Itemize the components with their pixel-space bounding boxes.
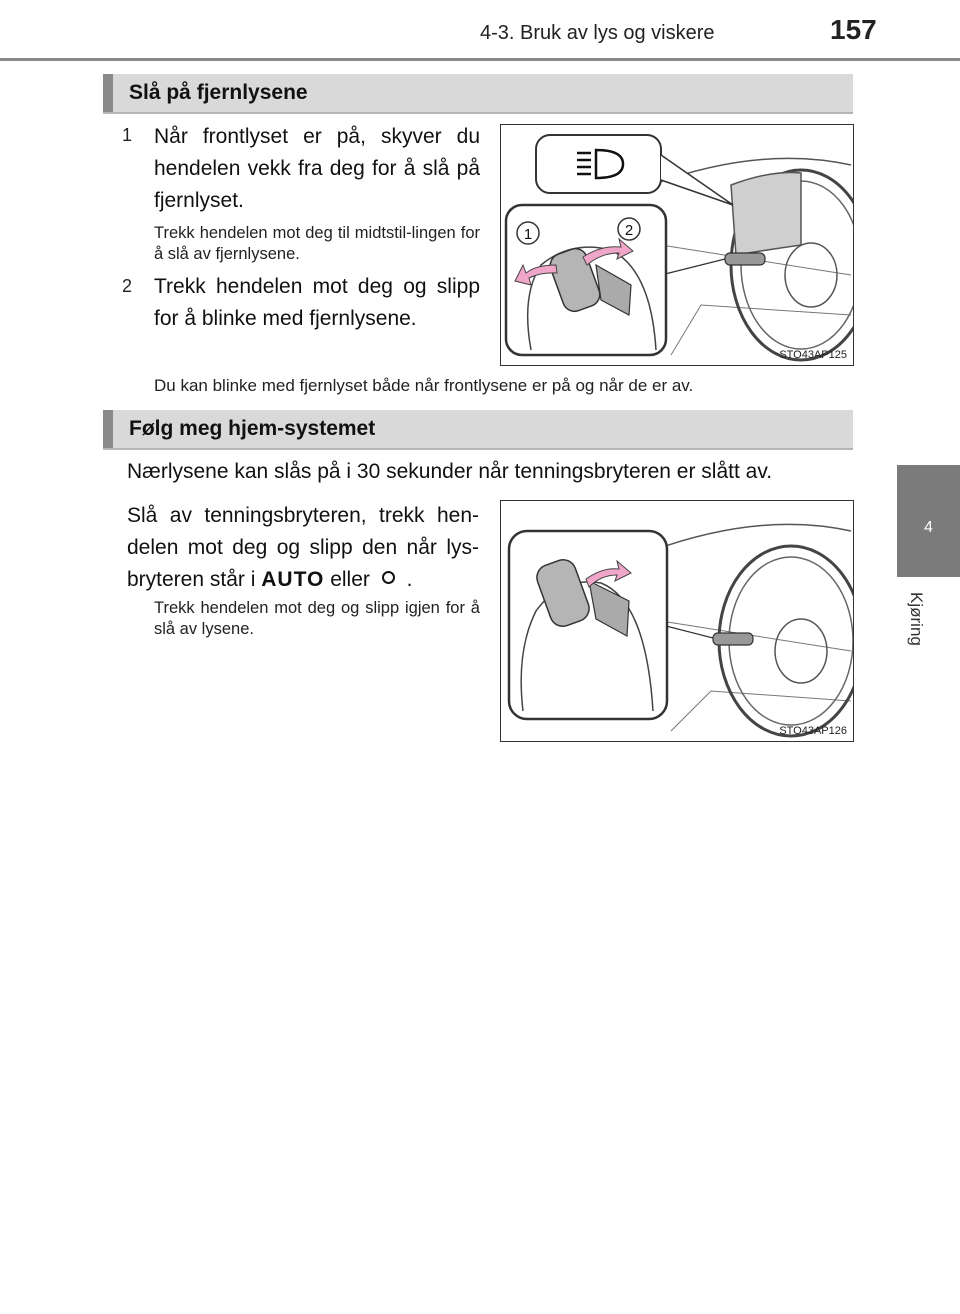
chapter-number: 4 bbox=[924, 519, 933, 536]
figure-follow-me-home-illustration bbox=[501, 501, 853, 741]
figure-callout-1: 1 bbox=[523, 226, 533, 243]
figure-code-1: STO43AP125 bbox=[779, 349, 847, 361]
section-2-note: Trekk hendelen mot deg og slipp igjen for å slå av lysene. bbox=[154, 599, 480, 638]
page-number: 157 bbox=[830, 14, 877, 45]
auto-symbol: AUTO bbox=[261, 568, 325, 591]
section-header-follow-me-home: Følg meg hjem-systemet bbox=[103, 410, 853, 448]
light-off-symbol-icon bbox=[382, 571, 395, 584]
figure-high-beam-lever bbox=[500, 124, 854, 366]
step-1-note: Trekk hendelen mot deg til midtstil-lingen for å slå av fjernlysene. bbox=[154, 224, 480, 263]
running-header: 4-3. Bruk av lys og viskere bbox=[480, 22, 715, 44]
step-2-text: Trekk hendelen mot deg og slipp for å blinke med fjernlysene. bbox=[154, 275, 480, 330]
step-number-1: 1 bbox=[121, 125, 132, 145]
section-rule bbox=[103, 112, 853, 114]
section-1-note: Du kan blinke med fjernlyset både når frontlysene er på og når de er av. bbox=[154, 376, 694, 395]
header-rule bbox=[0, 58, 960, 61]
figure-code-2: STO43AP126 bbox=[779, 725, 847, 737]
section-2-intro: Nærlysene kan slås på i 30 sekunder når tenningsbryteren er slått av. bbox=[127, 460, 773, 483]
section-rule bbox=[103, 448, 853, 450]
figure-callout-2: 2 bbox=[624, 222, 634, 239]
instruction-text: Slå av tenningsbryteren, trekk hen-delen mot deg og slipp den når lys-bryteren står i bbox=[127, 504, 479, 591]
chapter-label: Kjøring bbox=[907, 592, 926, 646]
step-1-text: Når frontlyset er på, skyver du hendelen vekk fra deg for å slå på fjernlyset. bbox=[154, 125, 480, 212]
step-number-2: 2 bbox=[121, 276, 132, 296]
instruction-end: . bbox=[406, 568, 413, 591]
section-header-high-beam: Slå på fjernlysene bbox=[103, 74, 853, 112]
instruction-or: eller bbox=[330, 568, 370, 591]
figure-follow-me-home-lever bbox=[500, 500, 854, 742]
section-2-instruction bbox=[127, 500, 479, 596]
figure-high-beam-illustration bbox=[501, 125, 853, 365]
